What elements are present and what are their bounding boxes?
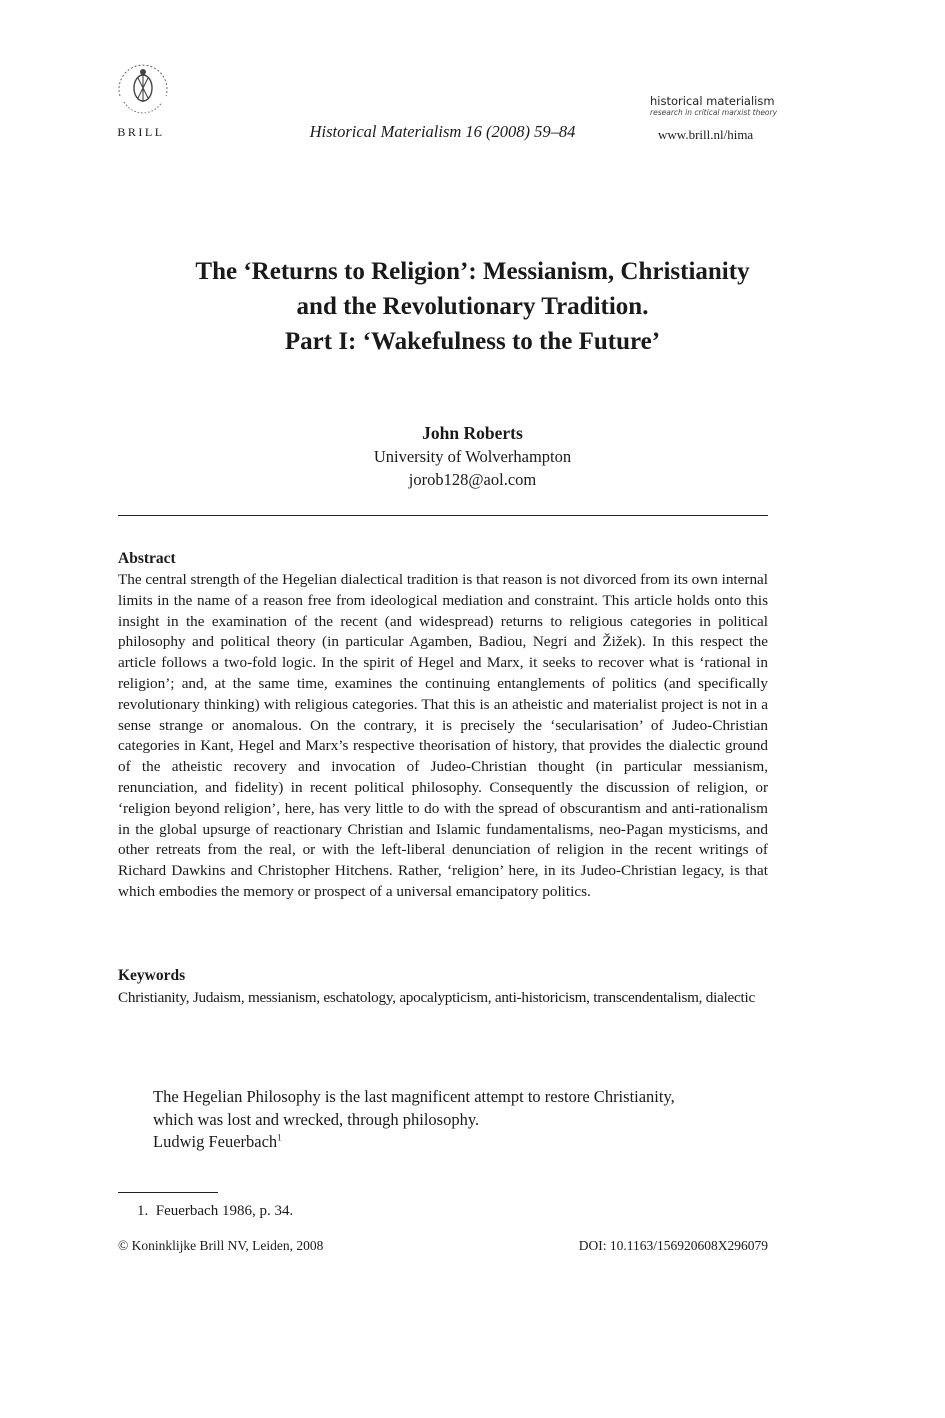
doi[interactable]: DOI: 10.1163/156920608X296079 (578, 1238, 768, 1253)
author-email[interactable]: jorob128@aol.com (408, 470, 537, 489)
footnote-number: 1. (137, 1203, 149, 1219)
author-name: John Roberts (422, 423, 523, 443)
footnote-divider (118, 1192, 218, 1193)
publisher-name: BRILL (117, 125, 165, 139)
journal-name: historical materialism (650, 94, 775, 108)
keywords-text: Christianity, Judaism, messianism, eschatology, apocalypticism, anti-historicism, transcendentalism, dialectic (118, 989, 755, 1006)
journal-tagline: research in critical marxist theory (650, 108, 778, 117)
epigraph-line-1: The Hegelian Philosophy is the last magnificent attempt to restore Christianity, (153, 1087, 675, 1106)
journal-url[interactable]: www.brill.nl/hima (658, 127, 754, 142)
epigraph (153, 1086, 753, 1154)
footnote-marker[interactable]: 1 (277, 1132, 282, 1143)
brill-emblem-icon (112, 54, 174, 120)
copyright-notice: © Koninklijke Brill NV, Leiden, 2008 (118, 1238, 324, 1253)
footnote (137, 1203, 293, 1220)
title-divider (118, 515, 768, 516)
footnote-text: Feuerbach 1986, p. 34. (155, 1203, 294, 1219)
title-line-2: and the Revolutionary Tradition. (296, 293, 649, 320)
epigraph-attribution (153, 1131, 753, 1154)
journal-citation: Historical Materialism 16 (2008) 59–84 (309, 122, 576, 141)
title-line-3: Part I: ‘Wakefulness to the Future’ (284, 328, 661, 355)
publisher-logo (108, 54, 178, 120)
epigraph-author: Ludwig Feuerbach (153, 1132, 278, 1151)
author-affiliation: University of Wolverhampton (373, 447, 572, 466)
abstract-heading: Abstract (118, 550, 176, 567)
abstract-text: The central strength of the Hegelian dialectical tradition is that reason is not divorced from its own internal limits in the name of a reason free from ideological mediation and constraint. This article holds onto this insight in the examination of the recent (and widespread) returns to religious categories in political philosophy and political theory (in particular Agamben, Badiou, Negri and Žižek). In this respect the article follows a two-fold logic. In the spirit of Hegel and Marx, it seeks to recover what is ‘rational in religion’; and, at the same time, examines the continuing entanglements of politics (and specifically revolutionary thinking) with religious categories. That this is an atheistic and materialist project is not in a sense strange or anomalous. On the contrary, it is precisely the ‘secularisation’ of Judeo-Christian categories in Kant, Hegel and Marx’s respective theorisation of history, that provides the dialectic ground of the atheistic recovery and invocation of Judeo-Christian thought (in particular messianism, renunciation, and fidelity) in recent political philosophy. Consequently the discussion of religion, or ‘religion beyond religion’, here, has very little to do with the spread of obscurantism and anti-rationalism in the global upsurge of reactionary Christian and Islamic fundamentalisms, neo-Pagan mysticisms, and other retreats from the real, or with the left-liberal denunciation of religion in the recent writings of Richard Dawkins and Christopher Hitchens. Rather, ‘religion’ here, in its Judeo-Christian legacy, is that which embodies the memory or prospect of a universal emancipatory politics. (118, 571, 768, 900)
article-title (100, 254, 845, 359)
keywords-heading: Keywords (118, 967, 186, 984)
title-line-1: The ‘Returns to Religion’: Messianism, Christianity (195, 258, 750, 285)
epigraph-line-2: which was lost and wrecked, through philosophy. (153, 1109, 480, 1129)
